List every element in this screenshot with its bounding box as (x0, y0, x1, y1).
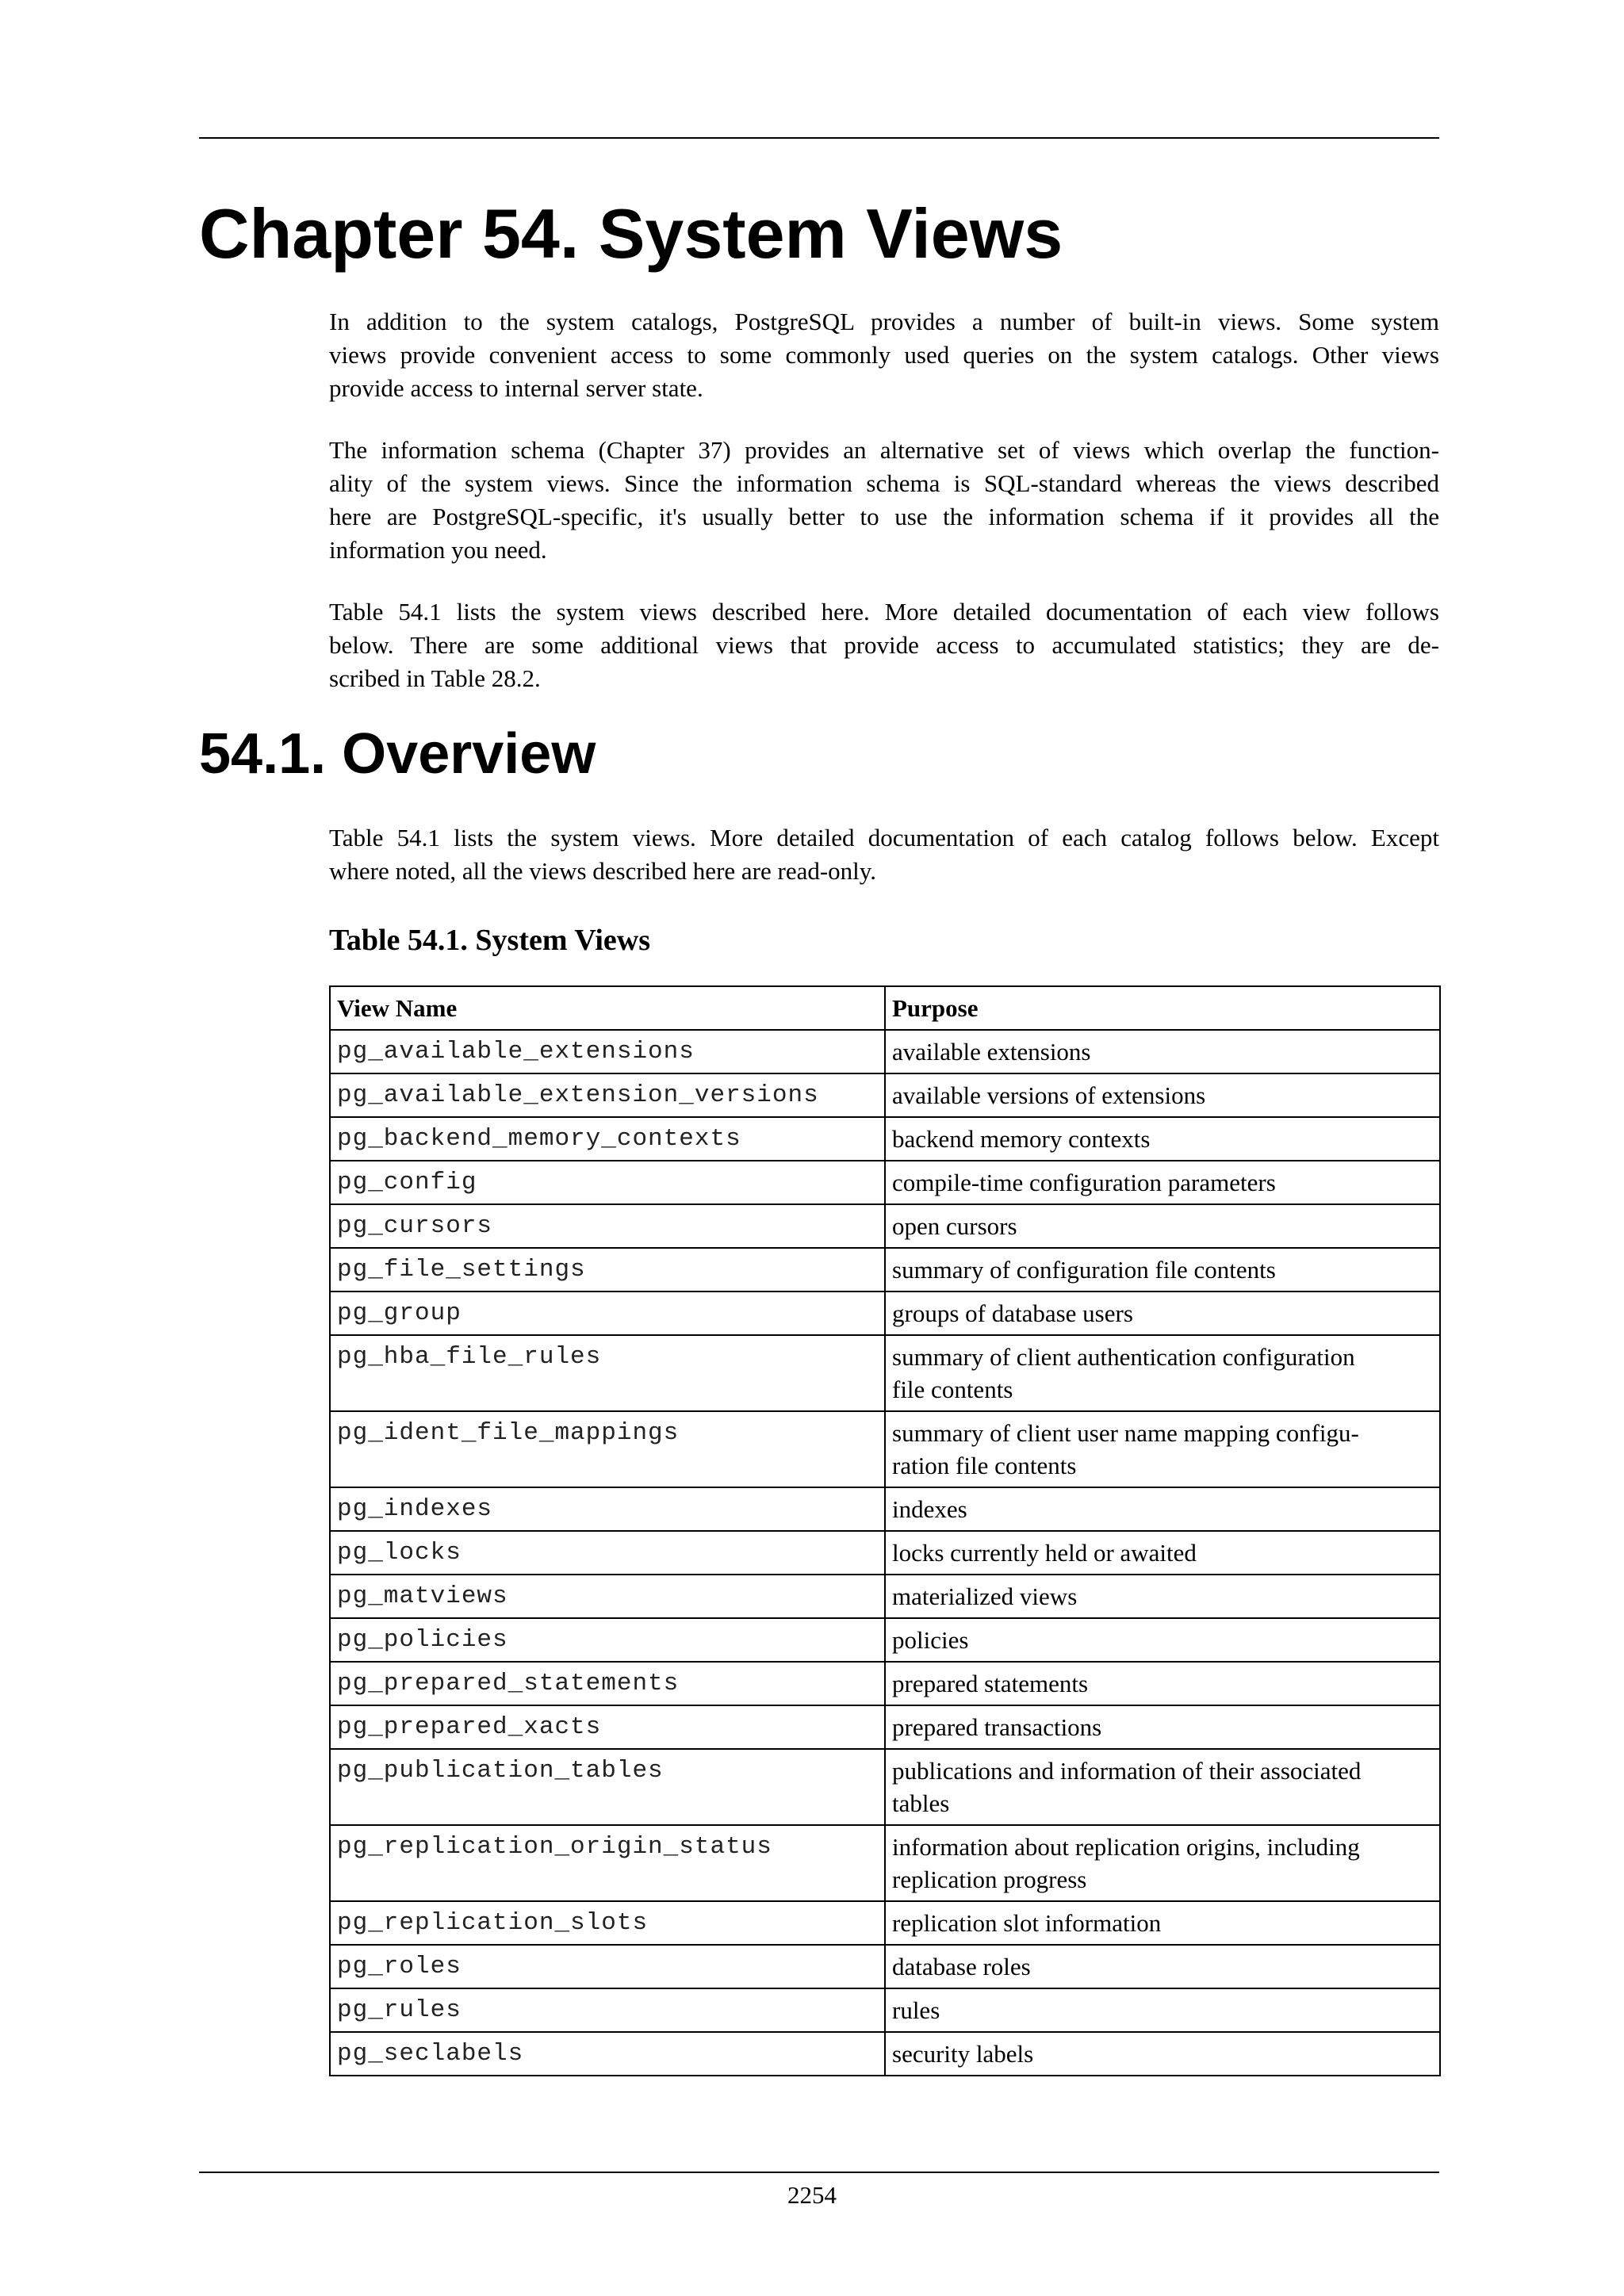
purpose-line: prepared transactions (892, 1713, 1102, 1741)
purpose-line: materialized views (892, 1582, 1078, 1610)
purpose-line: publications and information of their associated (892, 1757, 1362, 1785)
purpose-cell (885, 1618, 1440, 1662)
purpose-cell (885, 1204, 1440, 1248)
view-name-cell: pg_prepared_xacts (330, 1705, 885, 1749)
purpose-cell (885, 1575, 1440, 1618)
table-row (330, 1662, 1440, 1705)
purpose-line: tables (892, 1789, 950, 1817)
purpose-line: replication slot information (892, 1909, 1162, 1937)
purpose-cell (885, 1945, 1440, 1988)
text-line: here are PostgreSQL-specific, it's usually better to use the information schema if it provides all the (329, 503, 1439, 530)
table-row (330, 1292, 1440, 1335)
purpose-line: summary of configuration file contents (892, 1256, 1276, 1284)
purpose-cell (885, 1248, 1440, 1292)
text-line: views provide convenient access to some commonly used queries on the system catalogs. Other views (329, 341, 1439, 369)
text-line: In addition to the system catalogs, PostgreSQL provides a number of built-in views. Some system (329, 308, 1439, 335)
view-name-cell: pg_publication_tables (330, 1749, 885, 1825)
purpose-line: open cursors (892, 1212, 1017, 1240)
purpose-cell (885, 1073, 1440, 1117)
purpose-line: file contents (892, 1376, 1013, 1403)
text-line: ality of the system views. Since the information schema is SQL-standard whereas the views described (329, 469, 1439, 497)
table-row (330, 1248, 1440, 1292)
table-row (330, 1618, 1440, 1662)
purpose-line: replication progress (892, 1866, 1087, 1893)
view-name-cell: pg_indexes (330, 1487, 885, 1531)
intro-paragraph-2 (329, 434, 1439, 567)
view-name-cell: pg_available_extensions (330, 1030, 885, 1073)
view-name-cell: pg_matviews (330, 1575, 885, 1618)
purpose-line: available versions of extensions (892, 1081, 1206, 1109)
purpose-cell (885, 1161, 1440, 1204)
purpose-cell (885, 1901, 1440, 1945)
table-row (330, 1825, 1440, 1901)
view-name-cell: pg_config (330, 1161, 885, 1204)
view-name-cell: pg_file_settings (330, 1248, 885, 1292)
purpose-line: rules (892, 1996, 940, 2024)
table-row (330, 1749, 1440, 1825)
header-rule (199, 137, 1439, 139)
text-line: scribed in Table 28.2. (329, 664, 541, 692)
text-line: where noted, all the views described here are read-only. (329, 857, 877, 885)
purpose-cell (885, 1292, 1440, 1335)
view-name-cell: pg_policies (330, 1618, 885, 1662)
purpose-cell (885, 1825, 1440, 1901)
column-header-purpose: Purpose (885, 986, 1440, 1030)
view-name-cell: pg_hba_file_rules (330, 1335, 885, 1411)
section-title: 54.1. Overview (199, 722, 596, 786)
table-row (330, 1705, 1440, 1749)
table-row (330, 1988, 1440, 2032)
table-row (330, 1117, 1440, 1161)
purpose-cell (885, 2032, 1440, 2076)
view-name-cell: pg_replication_slots (330, 1901, 885, 1945)
purpose-line: groups of database users (892, 1299, 1133, 1327)
purpose-line: database roles (892, 1953, 1031, 1980)
table-row (330, 2032, 1440, 2076)
purpose-cell (885, 1335, 1440, 1411)
purpose-cell (885, 1705, 1440, 1749)
purpose-line: compile-time configuration parameters (892, 1169, 1276, 1196)
text-line: Table 54.1 lists the system views. More detailed documentation of each catalog follows below. Except (329, 824, 1439, 851)
view-name-cell: pg_locks (330, 1531, 885, 1575)
table-row (330, 1487, 1440, 1531)
table-row (330, 1901, 1440, 1945)
view-name-cell: pg_available_extension_versions (330, 1073, 885, 1117)
table-title: Table 54.1. System Views (329, 924, 651, 957)
table-row (330, 1073, 1440, 1117)
view-name-cell: pg_rules (330, 1988, 885, 2032)
purpose-line: indexes (892, 1495, 967, 1523)
view-name-cell: pg_cursors (330, 1204, 885, 1248)
page-number: 2254 (787, 2181, 837, 2209)
purpose-cell (885, 1531, 1440, 1575)
purpose-line: available extensions (892, 1038, 1091, 1066)
table-row (330, 1411, 1440, 1487)
purpose-cell (885, 1117, 1440, 1161)
table-row (330, 1204, 1440, 1248)
column-header-view-name: View Name (330, 986, 885, 1030)
table-header-row (330, 986, 1440, 1030)
purpose-cell (885, 1662, 1440, 1705)
purpose-line: security labels (892, 2040, 1034, 2068)
text-line: information you need. (329, 536, 547, 564)
table-row (330, 1531, 1440, 1575)
purpose-line: information about replication origins, including (892, 1833, 1360, 1861)
system-views-table (329, 985, 1441, 2076)
overview-paragraph (329, 821, 1439, 888)
purpose-line: prepared statements (892, 1670, 1089, 1697)
table-row (330, 1161, 1440, 1204)
table-body (330, 1030, 1440, 2076)
purpose-line: policies (892, 1626, 969, 1654)
view-name-cell: pg_replication_origin_status (330, 1825, 885, 1901)
view-name-cell: pg_roles (330, 1945, 885, 1988)
purpose-cell (885, 1030, 1440, 1073)
footer-rule (199, 2172, 1439, 2173)
text-line: The information schema (Chapter 37) provides an alternative set of views which overlap the function- (329, 436, 1439, 464)
text-line: provide access to internal server state. (329, 374, 703, 402)
purpose-line: backend memory contexts (892, 1125, 1151, 1153)
purpose-cell (885, 1411, 1440, 1487)
purpose-cell (885, 1487, 1440, 1531)
view-name-cell: pg_ident_file_mappings (330, 1411, 885, 1487)
view-name-cell: pg_backend_memory_contexts (330, 1117, 885, 1161)
intro-paragraph-3 (329, 595, 1439, 695)
view-name-cell: pg_seclabels (330, 2032, 885, 2076)
purpose-line: ration file contents (892, 1452, 1077, 1479)
table-row (330, 1335, 1440, 1411)
purpose-cell (885, 1749, 1440, 1825)
table-row (330, 1030, 1440, 1073)
purpose-line: summary of client authentication configuration (892, 1343, 1355, 1371)
purpose-line: summary of client user name mapping configu- (892, 1419, 1359, 1447)
view-name-cell: pg_group (330, 1292, 885, 1335)
chapter-title: Chapter 54. System Views (199, 194, 1063, 273)
intro-paragraph-1 (329, 305, 1439, 405)
text-line: Table 54.1 lists the system views described here. More detailed documentation of each view follows (329, 598, 1439, 626)
table-row (330, 1945, 1440, 1988)
text-line: below. There are some additional views that provide access to accumulated statistics; they are de- (329, 631, 1439, 659)
purpose-line: locks currently held or awaited (892, 1539, 1197, 1567)
view-name-cell: pg_prepared_statements (330, 1662, 885, 1705)
table-row (330, 1575, 1440, 1618)
purpose-cell (885, 1988, 1440, 2032)
